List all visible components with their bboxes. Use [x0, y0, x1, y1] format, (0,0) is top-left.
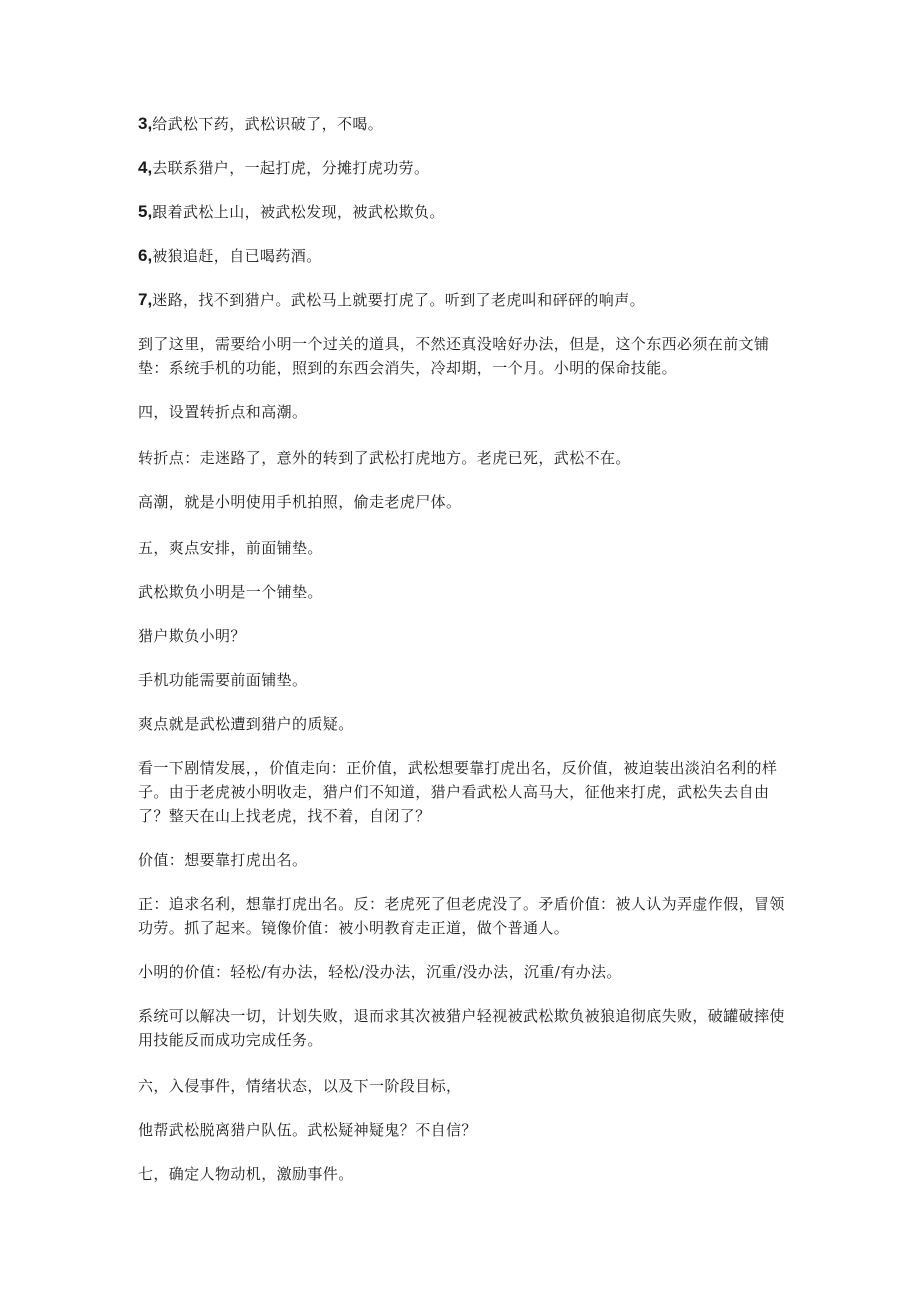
heading-section-7: 七，确定人物动机，激励事件。 [138, 1165, 354, 1183]
paragraph-item-3 [138, 112, 383, 136]
heading-section-5: 五，爽点安排，前面铺垫。 [138, 539, 323, 557]
heading-section-6: 六，入侵事件，情绪状态，以及下一阶段目标， [138, 1077, 462, 1095]
paragraph-item-5 [138, 200, 445, 224]
paragraph-item-4 [138, 156, 429, 180]
paragraph-item-6 [138, 244, 322, 268]
item-number: 7, [138, 290, 153, 309]
paragraph-text: 跟着武松上山，被武松发现，被武松欺负。 [152, 203, 445, 221]
paragraph-plot-development: 看一下剧情发展，，价值走向：正价值，武松想要靠打虎出名，反价值，被迫装出淡泊名利的样子。由于老虎被小明收走，猎户们不知道，猎户看武松人高马大，征他来打虎，武松失去自由了？整天在山上找老虎，找不着，自闭了？ [138, 759, 778, 825]
paragraph-climax: 高潮，就是小明使用手机拍照，偷走老虎尸体。 [138, 493, 462, 511]
paragraph-system: 系统可以解决一切，计划失败，退而求其次被猎户轻视被武松欺负被狼追彻底失败，破罐破摔使用技能反而成功完成任务。 [138, 1007, 785, 1049]
paragraph-prop-setup: 到了这里，需要给小明一个过关的道具，不然还真没啥好办法，但是，这个东西必须在前文铺垫：系统手机的功能，照到的东西会消失，冷却期，一个月。小明的保命技能。 [138, 335, 770, 377]
item-number: 3, [138, 114, 153, 133]
paragraph-text: 被狼追赶，自已喝药酒。 [152, 247, 322, 265]
item-number: 4, [138, 158, 153, 177]
paragraph-help-wusong: 他帮武松脱离猎户队伍。武松疑神疑鬼？不自信？ [138, 1121, 477, 1139]
paragraph-setup-1: 武松欺负小明是一个铺垫。 [138, 583, 323, 601]
item-number: 5, [138, 202, 153, 221]
paragraph-turning-point: 转折点：走迷路了，意外的转到了武松打虎地方。老虎已死，武松不在。 [138, 449, 631, 467]
paragraph-payoff: 爽点就是武松遭到猎户的质疑。 [138, 715, 354, 733]
paragraph-setup-3: 手机功能需要前面铺垫。 [138, 671, 308, 689]
paragraph-item-7 [138, 288, 645, 312]
paragraph-setup-2: 猎户欺负小明？ [138, 627, 246, 645]
paragraph-value-analysis: 正：追求名利，想靠打虎出名。反：老虎死了但老虎没了。矛盾价值：被人认为弄虚作假，冒领功劳。抓了起来。镜像价值：被小明教育走正道，做个普通人。 [138, 895, 785, 937]
heading-section-4: 四，设置转折点和高潮。 [138, 403, 308, 421]
item-number: 6, [138, 246, 153, 265]
paragraph-text: 去联系猎户，一起打虎，分摊打虎功劳。 [152, 159, 430, 177]
paragraph-xiaoming-value: 小明的价值：轻松/有办法，轻松/没办法，沉重/没办法，沉重/有办法。 [138, 963, 622, 981]
paragraph-text: 给武松下药，武松识破了，不喝。 [152, 115, 384, 133]
paragraph-text: 迷路，找不到猎户。武松马上就要打虎了。听到了老虎叫和砰砰的响声。 [152, 291, 645, 309]
paragraph-value: 价值：想要靠打虎出名。 [138, 851, 308, 869]
